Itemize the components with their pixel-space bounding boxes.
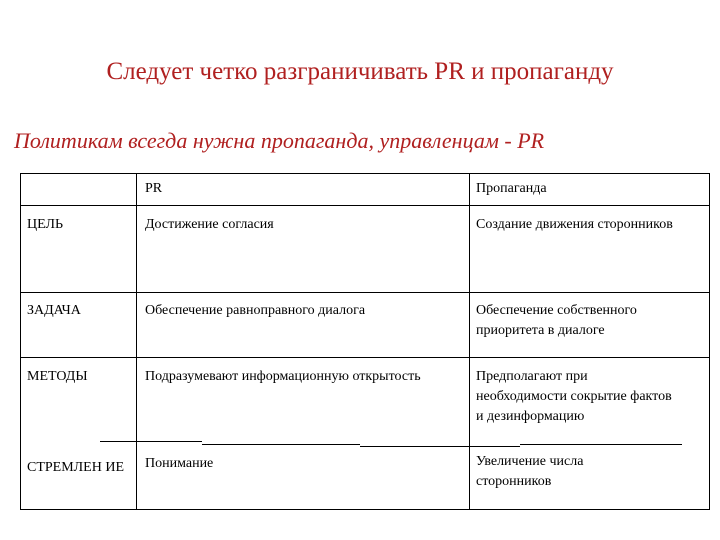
row-divider — [21, 292, 709, 293]
cell-aspiration-pr: Понимание — [145, 456, 214, 471]
cell-aspiration-propaganda: Увеличение числа сторонников — [476, 454, 584, 489]
cell-task-pr: Обеспечение равноправного диалога — [145, 303, 366, 318]
header-cell-propaganda: Пропаганда — [476, 181, 547, 196]
cell-goal-pr: Достижение согласия — [145, 217, 274, 232]
row-divider-fragment — [202, 444, 360, 445]
row-divider-fragment — [360, 446, 520, 447]
cell-task-propaganda: Обеспечение собственного приоритета в диалоге — [476, 303, 637, 338]
comparison-table — [20, 173, 710, 510]
row-divider-fragment — [100, 441, 202, 442]
row-label-methods: МЕТОДЫ — [27, 369, 88, 384]
column-divider — [136, 174, 137, 509]
header-cell-pr: PR — [145, 181, 163, 196]
row-label-task: ЗАДАЧА — [27, 303, 81, 318]
cell-methods-pr: Подразумевают информационную открытость — [145, 369, 421, 384]
cell-methods-propaganda: Предполагают при необходимости сокрытие фактов и дезинформацию — [476, 369, 672, 424]
slide-subtitle: Политикам всегда нужна пропаганда, управленцам - PR — [14, 128, 545, 153]
row-divider-fragment — [520, 444, 682, 445]
cell-goal-propaganda: Создание движения сторонников — [476, 217, 673, 232]
column-divider — [469, 174, 470, 509]
row-label-goal: ЦЕЛЬ — [27, 217, 64, 232]
row-divider — [21, 205, 709, 206]
slide-title: Следует четко разграничивать PR и пропаганду — [106, 58, 614, 85]
row-label-aspiration: СТРЕМЛЕН ИЕ — [27, 460, 124, 475]
row-divider — [21, 357, 709, 358]
